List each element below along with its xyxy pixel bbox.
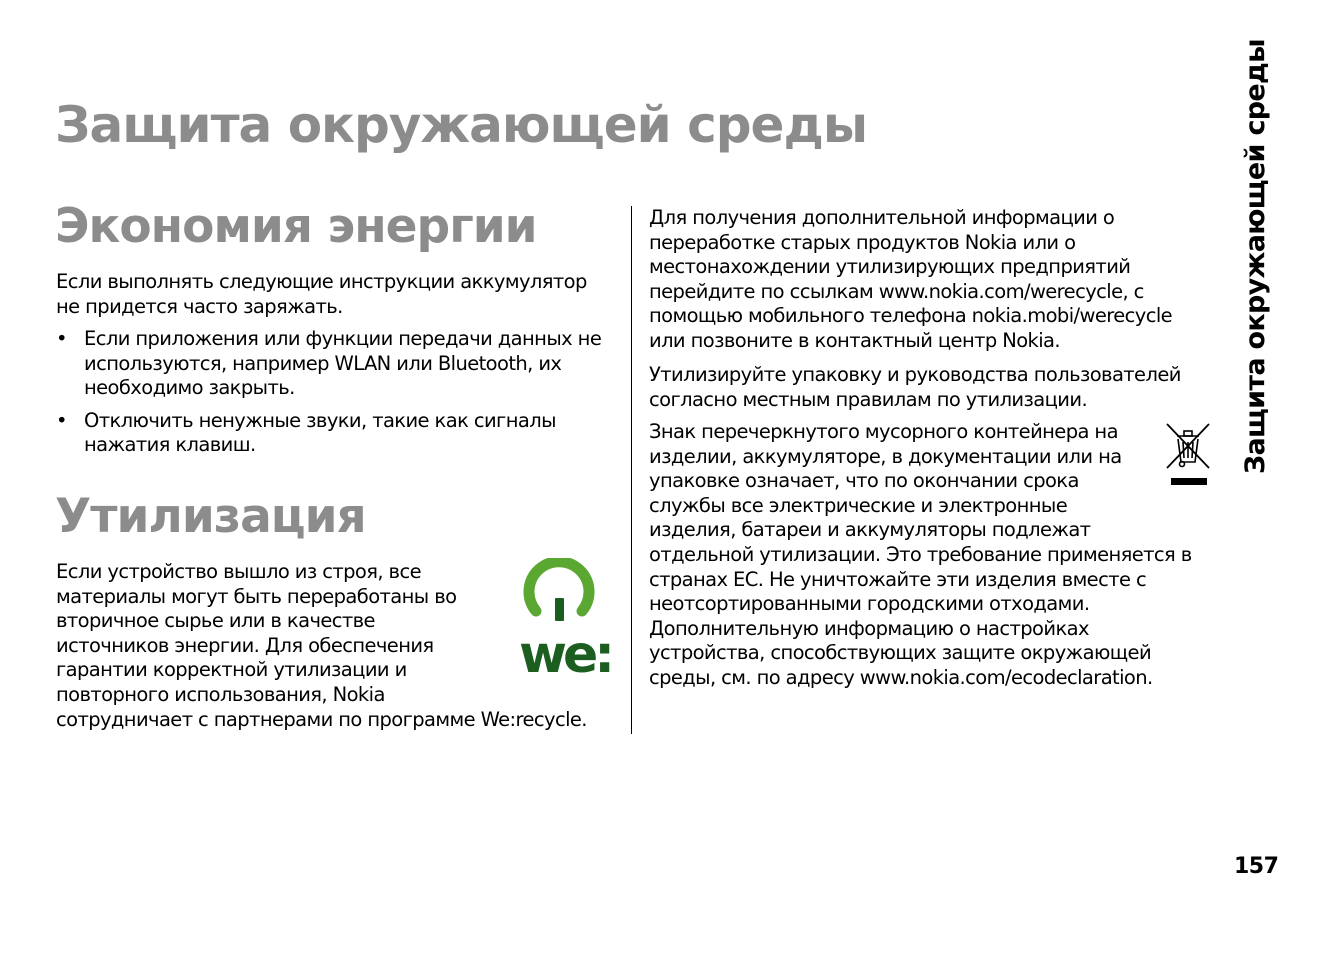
list-item-line: Если приложения или функции передачи данных не <box>84 327 602 350</box>
list-item-line: используются, например WLAN или Bluetooth, их <box>84 351 562 375</box>
column-divider <box>631 206 632 734</box>
side-chapter-title: Защита окружающей среды <box>1240 39 1271 474</box>
section-heading-recycling: Утилизация <box>55 489 366 544</box>
info-line: или позвоните в контактный центр Nokia. <box>649 328 1060 352</box>
info-line: местонахождении утилизирующих предприятий <box>649 255 1131 279</box>
info-line: Для получения дополнительной информации о <box>649 206 1115 229</box>
recycling-line: вторичное сырье или в качестве <box>56 609 375 633</box>
bullet-marker: • <box>56 327 67 350</box>
weee-line: упаковке означает, что по окончании срока <box>649 469 1079 493</box>
we-logo-text: we: <box>518 625 612 678</box>
list-item-line: нажатия клавиш. <box>84 433 256 457</box>
energy-tips-list <box>56 327 622 466</box>
weee-line: устройства, способствующих защите окружающей <box>649 641 1152 665</box>
info-line: переработке старых продуктов Nokia или о <box>649 230 1076 254</box>
weee-line: службы все электрические и электронные <box>649 493 1068 517</box>
weee-line: отдельной утилизации. Это требование применяется в <box>649 542 1192 566</box>
recycling-line: источников энергии. Для обеспечения <box>56 633 434 657</box>
info-paragraph <box>649 206 1215 354</box>
crossed-out-wheelie-bin-icon <box>1163 422 1213 488</box>
weee-line: странах ЕС. Не уничтожайте эти изделия вместе с <box>649 567 1147 591</box>
list-item-line: Отключить ненужные звуки, такие как сигналы <box>84 408 556 432</box>
energy-intro-line: не придется часто заряжать. <box>56 294 343 318</box>
recycling-line: повторного использования, Nokia <box>56 682 385 706</box>
recycling-line: сотрудничает с партнерами по программе We:recycle. <box>56 707 587 731</box>
packaging-paragraph <box>649 363 1215 412</box>
info-line: помощью мобильного телефона nokia.mobi/werecycle <box>649 304 1173 328</box>
weee-line: Знак перечеркнутого мусорного контейнера на <box>649 420 1118 443</box>
bullet-marker: • <box>56 408 67 432</box>
energy-intro <box>56 270 620 319</box>
weee-paragraph <box>649 420 1215 691</box>
page-number: 157 <box>1234 854 1279 879</box>
recycling-line: Если устройство вышло из строя, все <box>56 560 421 583</box>
page-title: Защита окружающей среды <box>55 96 868 154</box>
weee-line: изделии, аккумуляторе, в документации или на <box>649 444 1122 468</box>
recycling-line: гарантии корректной утилизации и <box>56 658 407 682</box>
we-recycle-logo-icon <box>510 558 622 678</box>
list-item <box>56 409 622 458</box>
weee-line: изделия, батареи и аккумуляторы подлежат <box>649 518 1091 542</box>
list-item <box>56 327 622 401</box>
section-heading-energy: Экономия энергии <box>55 199 537 254</box>
weee-line: среды, см. по адресу www.nokia.com/ecodeclaration. <box>649 665 1153 689</box>
recycling-line: материалы могут быть переработаны во <box>56 584 457 608</box>
packaging-line: согласно местным правилам по утилизации. <box>649 387 1088 411</box>
weee-line: неотсортированными городскими отходами. <box>649 592 1090 616</box>
weee-line: Дополнительную информацию о настройках <box>649 616 1089 640</box>
list-item-line: необходимо закрыть. <box>84 376 295 400</box>
packaging-line: Утилизируйте упаковку и руководства пользователей <box>649 363 1181 386</box>
info-line: перейдите по ссылкам www.nokia.com/werecycle, с <box>649 279 1144 303</box>
energy-intro-line: Если выполнять следующие инструкции аккумулятор <box>56 270 587 293</box>
